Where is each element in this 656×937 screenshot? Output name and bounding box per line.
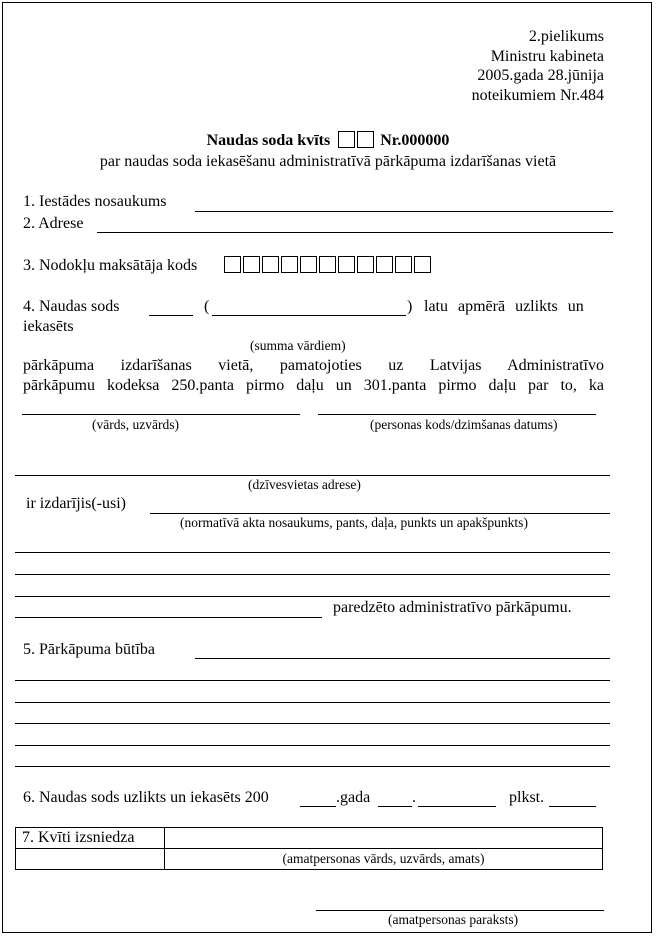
fine-text: latu apmērā uzlikts un: [424, 298, 584, 315]
code-box[interactable]: [338, 256, 355, 273]
essence-line-6[interactable]: [15, 766, 610, 767]
essence-line-3[interactable]: [15, 702, 610, 703]
taxpayer-code-label: 3. Nodokļu maksātāja kods: [23, 257, 198, 274]
institution-label: 1. Iestādes nosaukums: [23, 193, 167, 210]
violation-line-1[interactable]: [15, 552, 610, 553]
annex-header: [472, 27, 604, 105]
code-box[interactable]: [357, 256, 374, 273]
day-dot: .: [412, 789, 416, 806]
essence-label: 5. Pārkāpuma būtība: [23, 641, 155, 658]
official-name-field[interactable]: [165, 828, 603, 849]
issued-by-blank: [16, 849, 165, 870]
code-box[interactable]: [224, 256, 241, 273]
code-box[interactable]: [395, 256, 412, 273]
legal-act-caption: (normatīvā akta nosaukums, pants, daļa, punkts un apakšpunkts): [180, 515, 528, 530]
month-field[interactable]: [418, 806, 496, 807]
institution-field[interactable]: [195, 211, 613, 212]
official-caption: (amatpersonas vārds, uzvārds, amats): [165, 849, 603, 870]
residence-caption: (dzīvesvietas adrese): [248, 477, 361, 492]
essence-line-2[interactable]: [15, 680, 610, 681]
fine-label: 4. Naudas sods: [23, 298, 120, 315]
code-box[interactable]: [243, 256, 260, 273]
legal-act-field[interactable]: [150, 513, 610, 514]
fine-collected: iekasēts: [23, 318, 74, 335]
committed-label: ir izdarījis(-usi): [26, 495, 126, 512]
violation-line-2[interactable]: [15, 574, 610, 575]
name-field[interactable]: [22, 414, 300, 415]
address-label: 2. Adrese: [23, 215, 84, 232]
essence-line-5[interactable]: [15, 745, 610, 746]
code-box[interactable]: [414, 256, 431, 273]
receipt-number: Nr.000000: [380, 132, 450, 149]
year-field[interactable]: [300, 806, 336, 807]
receipt-subtitle: par naudas soda iekasēšanu administratīvā pārkāpuma izdarīšanas vietā: [99, 153, 557, 170]
essence-line-4[interactable]: [15, 723, 610, 724]
series-box-2[interactable]: [357, 131, 374, 148]
personal-code-field[interactable]: [318, 414, 596, 415]
personal-code-caption: (personas kods/dzimšanas datums): [370, 417, 558, 432]
receipt-title-text: Naudas soda kvīts: [206, 132, 331, 149]
issued-by-table: [15, 827, 603, 870]
fine-words-field[interactable]: [212, 315, 406, 316]
signature-caption: (amatpersonas paraksts): [388, 912, 519, 927]
day-field[interactable]: [378, 806, 412, 807]
code-box[interactable]: [300, 256, 317, 273]
name-caption: (vārds, uzvārds): [92, 417, 179, 432]
sum-words-caption: (summa vārdiem): [250, 338, 346, 353]
annex-line-3: 2005.gada 28.jūnija: [477, 67, 604, 84]
code-box[interactable]: [262, 256, 279, 273]
annex-line-1: 2.pielikums: [528, 28, 604, 45]
issued-by-label: 7. Kvīti izsniedza: [16, 828, 165, 849]
taxpayer-code-boxes: [224, 256, 433, 275]
close-paren: ): [407, 298, 413, 315]
violation-line-4[interactable]: [15, 617, 322, 618]
legal-basis-line-2: pārkāpumu kodeksa 250.panta pirmo daļu un 301.panta pirmo daļu par to, ka: [23, 377, 604, 394]
signature-field[interactable]: [316, 910, 604, 911]
violation-end-text: paredzēto administratīvo pārkāpumu.: [333, 599, 572, 616]
receipt-title: [0, 131, 656, 150]
time-label: plkst.: [509, 789, 545, 806]
imposed-label: 6. Naudas sods uzlikts un iekasēts 200: [23, 789, 269, 806]
code-box[interactable]: [376, 256, 393, 273]
violation-line-3[interactable]: [15, 596, 610, 597]
residence-field[interactable]: [15, 475, 610, 476]
annex-line-4: noteikumiem Nr.484: [471, 86, 604, 104]
address-field[interactable]: [97, 232, 613, 233]
fine-amount-field[interactable]: [149, 315, 193, 316]
code-box[interactable]: [319, 256, 336, 273]
year-suffix: .gada: [336, 789, 371, 806]
open-paren: (: [204, 298, 210, 315]
legal-basis-line-1: pārkāpuma izdarīšanas vietā, pamatojoties uz Latvijas Administratīvo: [23, 357, 604, 374]
annex-line-2: Ministru kabineta: [490, 47, 604, 65]
code-box[interactable]: [281, 256, 298, 273]
series-box-1[interactable]: [338, 131, 355, 148]
time-field[interactable]: [549, 806, 596, 807]
essence-field[interactable]: [195, 658, 610, 659]
